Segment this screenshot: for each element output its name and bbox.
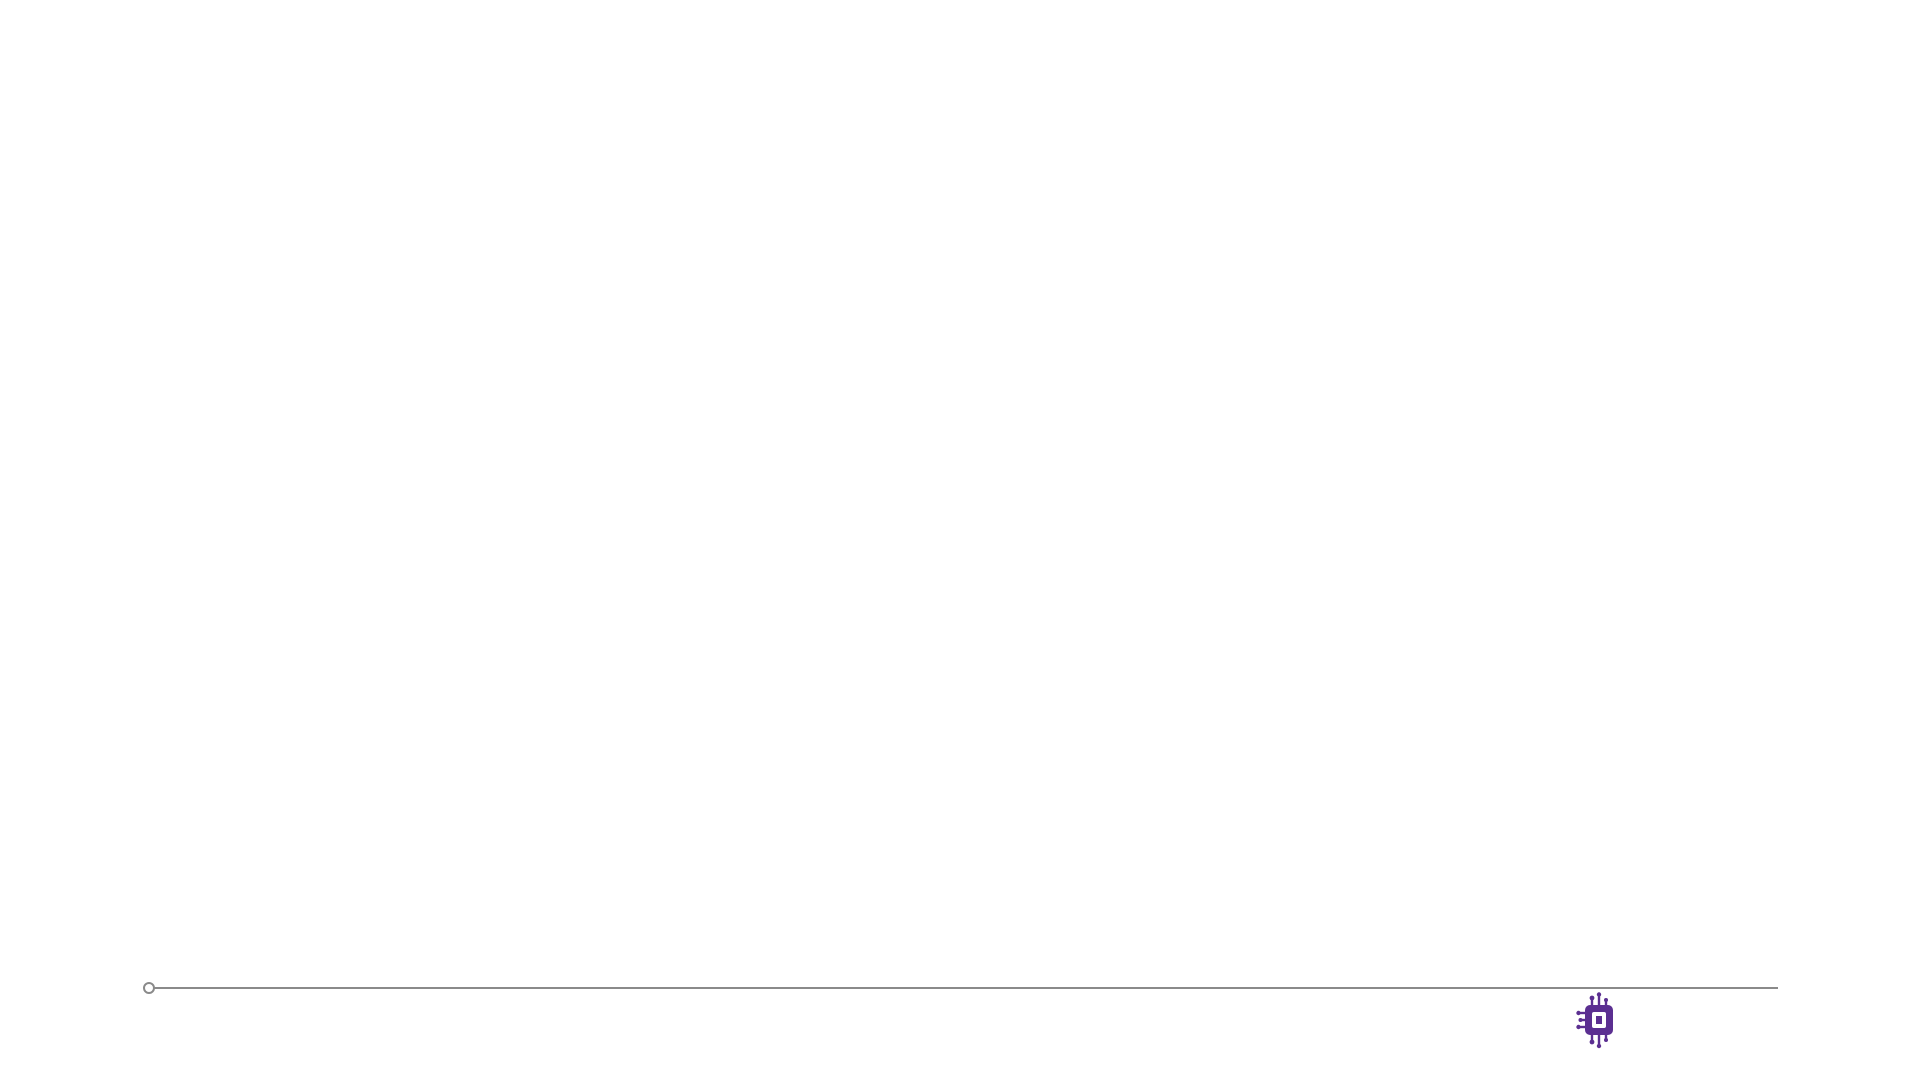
top500-performance-chart — [100, 180, 1240, 910]
footer-divider — [153, 987, 1778, 989]
chip-icon — [1576, 992, 1628, 1050]
bullet-list — [1212, 188, 1912, 207]
openchip-logo — [1576, 992, 1628, 1050]
